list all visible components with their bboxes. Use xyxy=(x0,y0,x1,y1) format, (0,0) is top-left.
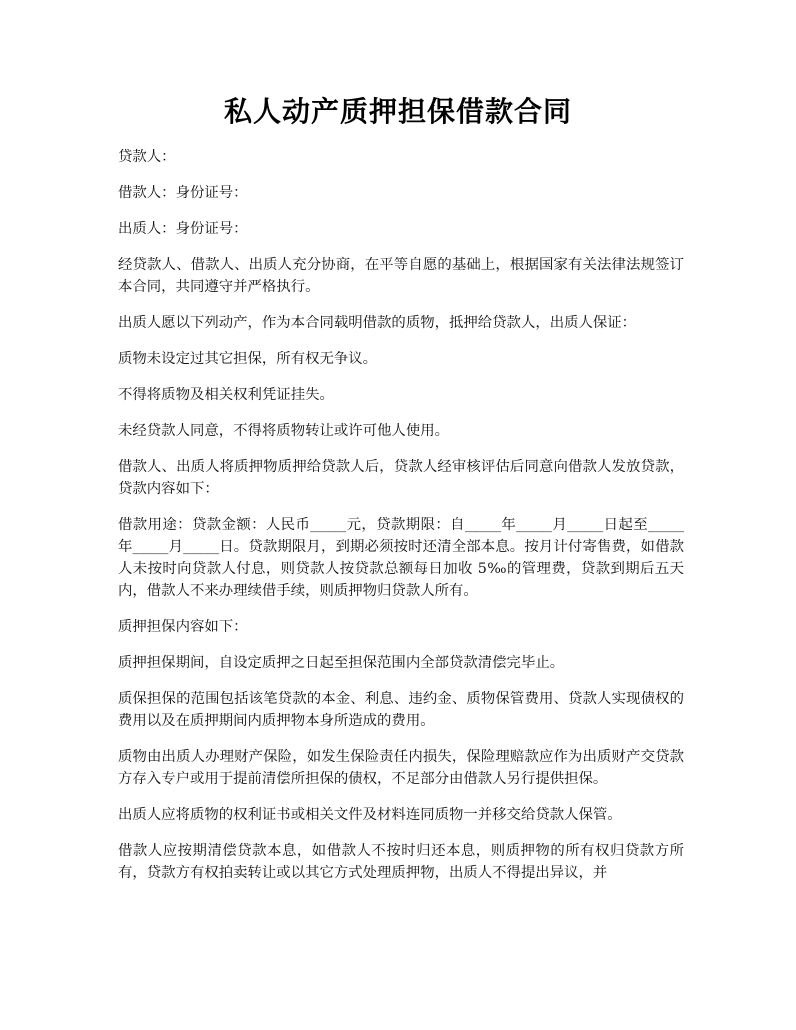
paragraph-pledge-content: 质押担保内容如下： xyxy=(118,619,248,635)
paragraph-insurance: 质物由出质人办理财产保险，如发生保险责任内损失，保险理赔款应作为出质财产交贷款方存入专户或用于提前清偿所担保的债权，不足部分由借款人另行提供担保。 xyxy=(118,749,684,787)
document-body xyxy=(118,146,684,898)
paragraph-guarantee-3: 未经贷款人同意，不得将质物转让或许可他人使用。 xyxy=(118,423,449,439)
paragraph-borrower: 借款人：身份证号： xyxy=(118,185,248,201)
paragraph-pledgor: 出质人：身份证号： xyxy=(118,221,248,237)
paragraph-guarantee-2: 不得将质物及相关权利凭证挂失。 xyxy=(118,387,334,403)
paragraph-custody: 出质人应将质物的权利证书或相关文件及材料连同质物一并移交给贷款人保管。 xyxy=(118,807,622,823)
paragraph-loan-issue: 借款人、出质人将质押物质押给贷款人后，贷款人经审核评估后同意向借款人发放贷款，贷款内容如下： xyxy=(118,459,684,497)
paragraph-preamble: 经贷款人、借款人、出质人充分协商，在平等自愿的基础上，根据国家有关法律法规签订本合同，共同遵守并严格执行。 xyxy=(118,257,684,295)
document-title: 私人动产质押担保借款合同 xyxy=(223,95,572,128)
paragraph-pledgor-guarantee: 出质人愿以下列动产，作为本合同载明借款的质物，抵押给贷款人，出质人保证： xyxy=(118,315,637,331)
paragraph-pledge-period: 质押担保期间，自设定质押之日起至担保范围内全部贷款清偿完毕止。 xyxy=(118,655,565,671)
paragraph-pledge-scope: 质保担保的范围包括该笔贷款的本金、利息、违约金、质物保管费用、贷款人实现债权的费用以及在质押期间内质押物本身所造成的费用。 xyxy=(118,691,684,729)
paragraph-loan-terms: 借款用途：贷款金额：人民币_____元，贷款期限：自_____年_____月_____日起至_____年_____月_____日。贷款期限月，到期必须按时还清全部本息。按月计付寄售费，如借款人未按时向贷款人付息，则贷款人按贷款总额每日加收 5‰的管理费，贷款到期后五天内，借款人不来办理续借手续，则质押物归贷款人所有。 xyxy=(118,517,684,599)
paragraph-lender: 贷款人： xyxy=(118,149,176,165)
paragraph-guarantee-1: 质物未设定过其它担保，所有权无争议。 xyxy=(118,351,378,367)
paragraph-repayment: 借款人应按期清偿贷款本息，如借款人不按时归还本息，则质押物的所有权归贷款方所有，贷款方有权拍卖转让或以其它方式处理质押物，出质人不得提出异议，并 xyxy=(118,843,684,881)
